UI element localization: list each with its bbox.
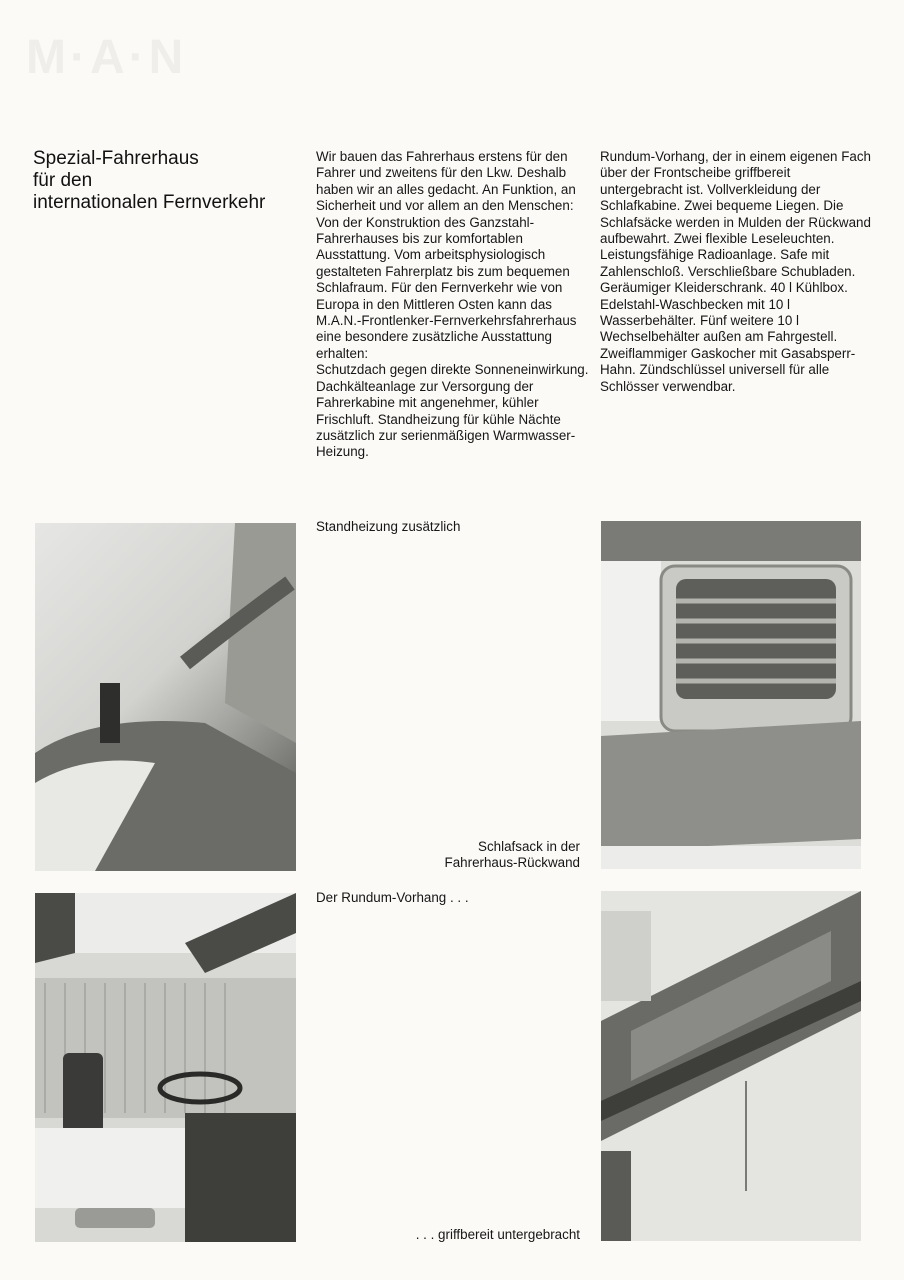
photo-sleeping-bag: [601, 521, 861, 869]
title-line: für den: [33, 170, 93, 191]
photo-stowed: [601, 891, 861, 1241]
body-paragraph: Rundum-Vorhang, der in einem eigenen Fach über der Frontscheibe griffbereit untergebracht ist. Vollverkleidung der Schlafkabine. Zwei bequeme Liegen. Die Schlafsäcke werden in Mulden der Rückwand aufbewahrt. Zwei flexible Leseleuchten. Leistungsfähige Radioanlage. Safe mit Zahlenschloß. Verschließbare Schubladen. Geräumiger Kleiderschrank. 40 l Kühlbox. Edelstahl-Waschbecken mit 10 l Wasserbehälter. Fünf weitere 10 l Wechselbehälter außen am Fahrgestell. Zweiflammiger Gaskocher mit Gasabsperr-Hahn. Zündschlüssel universell für alle Schlösser verwendbar.: [600, 149, 871, 394]
caption-line: Fahrerhaus-Rückwand: [444, 855, 580, 871]
caption-curtain: Der Rundum-Vorhang . . .: [316, 890, 469, 905]
caption-sleeping-bag: [316, 839, 580, 872]
man-logo-showthrough: M·A·N: [26, 31, 188, 84]
title-line: Spezial-Fahrerhaus: [33, 148, 199, 169]
photo-heater: [35, 523, 296, 871]
stowed-photo-shapes: [601, 891, 861, 1241]
photo-curtain: [35, 893, 296, 1242]
caption-heater: Standheizung zusätzlich: [316, 519, 461, 534]
sleeping-bag-photo-shapes: [601, 521, 861, 869]
curtain-photo-shapes: [35, 893, 296, 1242]
heater-photo-shapes: [35, 523, 296, 871]
body-column-2: [600, 149, 875, 395]
caption-line: Schlafsack in der: [478, 839, 580, 854]
title-line: internationalen Fernverkehr: [33, 192, 266, 213]
body-paragraph: Schutzdach gegen direkte Sonneneinwirkung. Dachkälteanlage zur Versorgung der Fahrerkabine mit angenehmer, kühler Frischluft. Standheizung für kühle Nächte zusätzlich zur serienmäßigen Warmwasser-Heizung.: [316, 362, 589, 460]
body-column-1: [316, 149, 591, 461]
body-paragraph: Wir bauen das Fahrerhaus erstens für den Fahrer und zweitens für den Lkw. Deshalb haben wir an alles gedacht. An Funktion, an Sicherheit und vor allem an den Menschen: Von der Konstruktion des Ganzstahl-Fahrerhauses bis zur komfortablen Ausstattung. Vom arbeitsphysiologisch gestalteten Fahrerplatz bis zum bequemen Schlafraum. Für den Fernverkehr wie von Europa in den Mittleren Osten kann das M.A.N.-Frontlenker-Fernverkehrsfahrerhaus eine besondere zusätzliche Ausstattung erhalten:: [316, 149, 577, 361]
page-title: [33, 148, 265, 214]
caption-stowed: . . . griffbereit untergebracht: [415, 1227, 580, 1242]
